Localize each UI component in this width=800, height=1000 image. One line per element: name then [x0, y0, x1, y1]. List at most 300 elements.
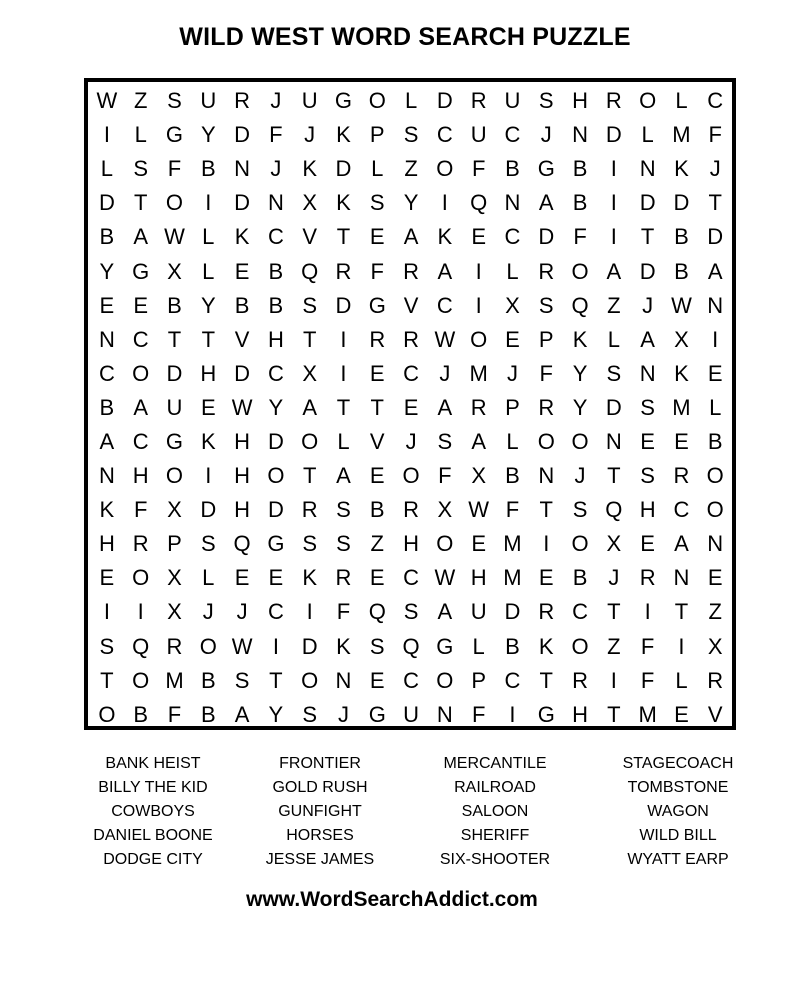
word-item: SALOON [461, 803, 529, 820]
grid-letter: Q [132, 633, 150, 659]
grid-letter: X [302, 190, 318, 216]
grid-letter: C [673, 497, 690, 523]
grid-letter: T [607, 599, 621, 625]
grid-letter: C [132, 326, 149, 352]
grid-letter: V [234, 326, 250, 352]
grid-letter: S [302, 701, 318, 727]
grid-letter: Y [403, 190, 419, 216]
grid-letter: N [98, 463, 115, 489]
grid-letter: R [470, 88, 487, 114]
grid-letter: N [707, 531, 724, 557]
grid-letter: I [543, 531, 550, 557]
grid-letter: X [167, 565, 182, 591]
grid-letter: K [200, 428, 216, 454]
grid-letter: A [437, 394, 453, 420]
grid-letter: T [336, 224, 351, 250]
grid-letter: L [675, 88, 688, 114]
word-item: MERCANTILE [443, 755, 547, 772]
grid-letter: G [165, 122, 184, 148]
grid-letter: E [234, 565, 250, 591]
grid-letter: D [335, 292, 352, 318]
grid-letter: C [403, 565, 420, 591]
grid-letter: J [202, 599, 214, 625]
word-item: BANK HEIST [105, 755, 201, 772]
grid-letter: O [402, 463, 420, 489]
grid-letter: C [436, 122, 453, 148]
grid-letter: U [403, 701, 420, 727]
grid-letter: I [610, 190, 617, 216]
grid-letter: D [639, 190, 656, 216]
grid-letter: A [606, 258, 622, 284]
grid-letter: R [538, 599, 555, 625]
grid-letter: X [471, 463, 486, 489]
grid-letter: I [509, 701, 516, 727]
grid-letter: M [165, 667, 184, 693]
grid-letter: O [706, 497, 724, 523]
grid-letter: C [267, 599, 284, 625]
grid-letter: O [301, 667, 319, 693]
grid-letter: U [470, 599, 487, 625]
grid-letter: E [133, 292, 149, 318]
grid-letter: X [167, 497, 182, 523]
grid-letter: B [572, 565, 588, 591]
grid-letter: F [708, 122, 722, 148]
grid-letter: Z [370, 531, 384, 557]
grid-letter: D [234, 122, 251, 148]
grid-letter: U [301, 88, 318, 114]
grid-letter: E [369, 463, 385, 489]
grid-letter: F [167, 701, 182, 727]
grid-letter: U [200, 88, 217, 114]
grid-letter: R [403, 258, 420, 284]
grid-letter: Q [605, 497, 623, 523]
grid-letter: O [571, 258, 589, 284]
grid-letter: O [368, 88, 386, 114]
grid-letter: C [504, 122, 521, 148]
grid-letter: O [132, 565, 150, 591]
grid-letter: X [167, 258, 182, 284]
grid-letter: E [369, 565, 385, 591]
word-column [64, 752, 242, 872]
grid-letter: I [644, 599, 651, 625]
grid-letter: R [403, 326, 420, 352]
grid-letter: O [706, 463, 724, 489]
grid-letter: I [610, 156, 617, 182]
grid-letter: C [572, 599, 588, 625]
grid-letter: Y [572, 360, 588, 386]
grid-letter: C [707, 88, 724, 114]
grid-letter: R [132, 531, 149, 557]
grid-letter: E [369, 360, 385, 386]
grid-letter: L [371, 156, 384, 182]
grid-letter: J [574, 463, 586, 489]
grid-letter: X [437, 497, 453, 523]
grid-letter: L [202, 258, 215, 284]
grid-letter: R [639, 565, 656, 591]
grid-letter: L [202, 224, 215, 250]
grid-letter: L [675, 667, 688, 693]
grid-letter: F [640, 667, 655, 693]
grid-letter: K [674, 360, 689, 386]
word-item: COWBOYS [111, 803, 195, 820]
grid-letter: E [99, 292, 115, 318]
grid-letter: X [606, 531, 622, 557]
grid-letter: A [133, 394, 149, 420]
site-url: www.WordSearchAddict.com [246, 888, 538, 911]
grid-letter: S [99, 633, 115, 659]
grid-letter: Q [368, 599, 386, 625]
grid-letter: P [369, 122, 385, 148]
word-column [242, 752, 398, 872]
grid-letter: N [436, 701, 453, 727]
grid-letter: A [471, 428, 486, 454]
word-item: DANIEL BOONE [93, 827, 213, 844]
grid-letter: Q [571, 292, 589, 318]
grid-letter: O [436, 531, 454, 557]
grid-letter: W [231, 633, 253, 659]
grid-letter: L [709, 394, 722, 420]
grid-letter: R [403, 497, 420, 523]
grid-letter: F [167, 156, 182, 182]
word-item: SHERIFF [460, 827, 530, 844]
grid-letter: S [369, 190, 385, 216]
grid-letter: M [672, 394, 691, 420]
grid-letter: D [267, 497, 284, 523]
grid-letter: H [234, 428, 251, 454]
word-item: BILLY THE KID [98, 779, 208, 796]
grid-letter: F [573, 224, 587, 250]
grid-letter: K [572, 326, 588, 352]
grid-letter: B [268, 292, 284, 318]
grid-letter: G [537, 701, 555, 727]
grid-letter: E [268, 565, 284, 591]
grid-letter: O [132, 667, 150, 693]
grid-letter: B [99, 224, 115, 250]
grid-letter: E [234, 258, 250, 284]
grid-letter: D [673, 190, 690, 216]
grid-letter: H [234, 463, 251, 489]
grid-letter: B [200, 701, 216, 727]
grid-letter: K [437, 224, 453, 250]
word-column [592, 752, 764, 872]
grid-letter: U [166, 394, 183, 420]
grid-letter: C [267, 360, 284, 386]
grid-letter: E [471, 531, 486, 557]
grid-letter: N [605, 428, 622, 454]
grid-letter: A [133, 224, 149, 250]
grid-letter: B [572, 190, 588, 216]
grid-letter: O [537, 428, 555, 454]
grid-letter: A [674, 531, 689, 557]
grid-letter: T [674, 599, 689, 625]
grid-letter: C [436, 292, 453, 318]
grid-letter: F [133, 497, 148, 523]
grid-letter: P [167, 531, 182, 557]
grid-letter: D [605, 122, 622, 148]
grid-letter: E [471, 224, 486, 250]
grid-letter: B [167, 292, 182, 318]
grid-letter: A [99, 428, 115, 454]
grid-letter: J [304, 122, 316, 148]
grid-letter: C [504, 667, 521, 693]
grid-letter: A [403, 224, 419, 250]
grid-letter: E [674, 428, 689, 454]
grid-letter: H [403, 531, 420, 557]
grid-letter: V [707, 701, 723, 727]
grid-letter: R [166, 633, 183, 659]
grid-letter: K [336, 633, 351, 659]
grid-letter: R [369, 326, 386, 352]
word-item: JESSE JAMES [265, 851, 375, 868]
grid-letter: W [468, 497, 490, 523]
grid-letter: O [165, 463, 184, 489]
grid-letter: N [639, 156, 656, 182]
word-item: FRONTIER [279, 755, 361, 772]
grid-letter: B [674, 224, 689, 250]
grid-letter: B [572, 156, 588, 182]
grid-letter: P [471, 667, 486, 693]
grid-letter: R [673, 463, 690, 489]
grid-letter: T [370, 394, 384, 420]
grid-letter: G [368, 292, 386, 318]
grid-letter: E [538, 565, 554, 591]
grid-letter: S [606, 360, 622, 386]
word-item: GOLD RUSH [272, 779, 368, 796]
grid-letter: O [470, 326, 488, 352]
grid-letter: C [98, 360, 115, 386]
grid-letter: J [270, 88, 282, 114]
grid-letter: S [572, 497, 588, 523]
grid-letter: R [301, 497, 318, 523]
grid-letter: O [571, 633, 589, 659]
grid-letter: X [167, 599, 182, 625]
grid-letter: Y [268, 394, 284, 420]
grid-letter: B [234, 292, 250, 318]
grid-letter: T [167, 326, 182, 352]
grid-letter: F [370, 258, 384, 284]
grid-letter: A [234, 701, 250, 727]
grid-letter: W [164, 224, 185, 250]
word-item: SIX-SHOOTER [439, 851, 551, 868]
grid-letter: N [267, 190, 284, 216]
letter-grid [90, 84, 730, 732]
grid-letter: T [708, 190, 722, 216]
grid-letter: S [133, 156, 149, 182]
word-item: GUNFIGHT [278, 803, 362, 820]
grid-letter: O [436, 667, 454, 693]
grid-letter: T [133, 190, 148, 216]
grid-letter: M [503, 565, 522, 591]
grid-letter: N [673, 565, 690, 591]
grid-letter: W [434, 565, 456, 591]
grid-letter: Y [99, 258, 115, 284]
grid-letter: R [572, 667, 588, 693]
grid-letter: Z [404, 156, 418, 182]
grid-letter: I [103, 599, 110, 625]
grid-letter: F [336, 599, 351, 625]
word-item: HORSES [286, 827, 354, 844]
grid-letter: K [538, 633, 554, 659]
grid-letter: N [98, 326, 115, 352]
grid-letter: Q [470, 190, 488, 216]
grid-letter: G [436, 633, 454, 659]
grid-letter: S [336, 531, 351, 557]
grid-letter: J [337, 701, 349, 727]
grid-letter: T [539, 497, 553, 523]
grid-letter: Q [233, 531, 251, 557]
grid-letter: C [504, 224, 521, 250]
grid-letter: S [167, 88, 182, 114]
grid-letter: O [199, 633, 217, 659]
grid-letter: X [505, 292, 520, 318]
grid-letter: A [437, 599, 453, 625]
grid-letter: A [302, 394, 318, 420]
grid-letter: I [272, 633, 279, 659]
grid-letter: P [538, 326, 554, 352]
grid-letter: N [572, 122, 588, 148]
grid-letter: T [640, 224, 655, 250]
grid-letter: F [471, 701, 486, 727]
grid-letter: D [234, 190, 251, 216]
grid-letter: H [572, 88, 588, 114]
grid-letter: M [672, 122, 691, 148]
grid-letter: L [506, 258, 519, 284]
grid-letter: D [200, 497, 217, 523]
grid-letter: C [403, 667, 420, 693]
grid-letter: L [100, 156, 114, 182]
grid-letter: L [337, 428, 350, 454]
grid-letter: N [707, 292, 724, 318]
grid-letter: S [234, 667, 250, 693]
grid-letter: H [470, 565, 487, 591]
grid-letter: Z [607, 633, 621, 659]
grid-letter: D [639, 258, 656, 284]
grid-letter: T [336, 394, 351, 420]
grid-letter: O [571, 531, 589, 557]
grid-letter: D [301, 633, 318, 659]
grid-letter: O [639, 88, 657, 114]
grid-letter: J [506, 360, 518, 386]
grid-letter: I [475, 292, 482, 318]
grid-letter: S [200, 531, 216, 557]
grid-letter: K [99, 497, 115, 523]
grid-letter: D [166, 360, 183, 386]
grid-letter: R [470, 394, 487, 420]
grid-letter: E [640, 531, 655, 557]
grid-letter: A [538, 190, 554, 216]
grid-letter: D [436, 88, 453, 114]
grid-letter: S [403, 599, 419, 625]
grid-letter: V [302, 224, 318, 250]
grid-letter: T [302, 463, 317, 489]
grid-letter: L [134, 122, 147, 148]
word-item: DODGE CITY [103, 851, 203, 868]
grid-letter: B [707, 428, 723, 454]
grid-letter: Y [572, 394, 588, 420]
grid-letter: S [437, 428, 453, 454]
grid-letter: I [475, 258, 482, 284]
grid-letter: D [605, 394, 622, 420]
grid-letter: N [538, 463, 555, 489]
grid-letter: B [674, 258, 689, 284]
grid-letter: I [678, 633, 685, 659]
grid-letter: F [640, 633, 655, 659]
grid-letter: X [302, 360, 318, 386]
word-item: WAGON [647, 803, 709, 820]
grid-letter: O [98, 701, 116, 727]
grid-letter: F [438, 463, 452, 489]
grid-letter: K [302, 156, 318, 182]
grid-letter: T [607, 463, 621, 489]
grid-letter: N [639, 360, 656, 386]
grid-letter: R [538, 394, 555, 420]
word-item: TOMBSTONE [627, 779, 729, 796]
grid-letter: S [538, 292, 554, 318]
grid-letter: I [340, 360, 347, 386]
grid-letter: N [335, 667, 352, 693]
grid-letter: G [132, 258, 150, 284]
grid-letter: B [505, 463, 520, 489]
grid-letter: H [234, 497, 251, 523]
grid-letter: H [132, 463, 149, 489]
grid-letter: B [505, 156, 520, 182]
grid-letter: C [267, 224, 284, 250]
grid-letter: T [100, 667, 114, 693]
grid-letter: G [368, 701, 386, 727]
grid-letter: R [707, 667, 724, 693]
grid-letter: A [640, 326, 655, 352]
grid-letter: S [336, 497, 351, 523]
word-list [64, 752, 764, 872]
grid-letter: M [638, 701, 657, 727]
grid-letter: H [639, 497, 656, 523]
grid-letter: J [642, 292, 654, 318]
grid-letter: O [165, 190, 184, 216]
grid-letter: L [404, 88, 418, 114]
grid-letter: A [336, 463, 351, 489]
grid-letter: M [503, 531, 522, 557]
grid-letter: J [608, 565, 620, 591]
word-item: STAGECOACH [622, 755, 734, 772]
grid-letter: T [607, 701, 621, 727]
grid-letter: I [205, 463, 212, 489]
grid-letter: O [132, 360, 150, 386]
grid-letter: B [200, 156, 216, 182]
grid-letter: D [267, 428, 284, 454]
grid-letter: A [437, 258, 453, 284]
page-title: WILD WEST WORD SEARCH PUZZLE [179, 23, 631, 51]
grid-letter: J [405, 428, 417, 454]
grid-letter: E [369, 667, 385, 693]
grid-letter: O [267, 463, 285, 489]
grid-letter: Q [402, 633, 420, 659]
grid-letter: E [640, 428, 655, 454]
grid-letter: K [234, 224, 250, 250]
grid-letter: X [707, 633, 723, 659]
grid-letter: B [200, 667, 216, 693]
word-item: RAILROAD [454, 779, 536, 796]
grid-letter: A [707, 258, 723, 284]
grid-letter: D [504, 599, 521, 625]
grid-letter: D [98, 190, 115, 216]
word-item: WYATT EARP [627, 851, 729, 868]
grid-letter: S [403, 122, 419, 148]
grid-letter: J [439, 360, 451, 386]
grid-letter: I [340, 326, 347, 352]
grid-letter: Z [708, 599, 722, 625]
grid-letter: D [234, 360, 251, 386]
grid-letter: U [504, 88, 521, 114]
